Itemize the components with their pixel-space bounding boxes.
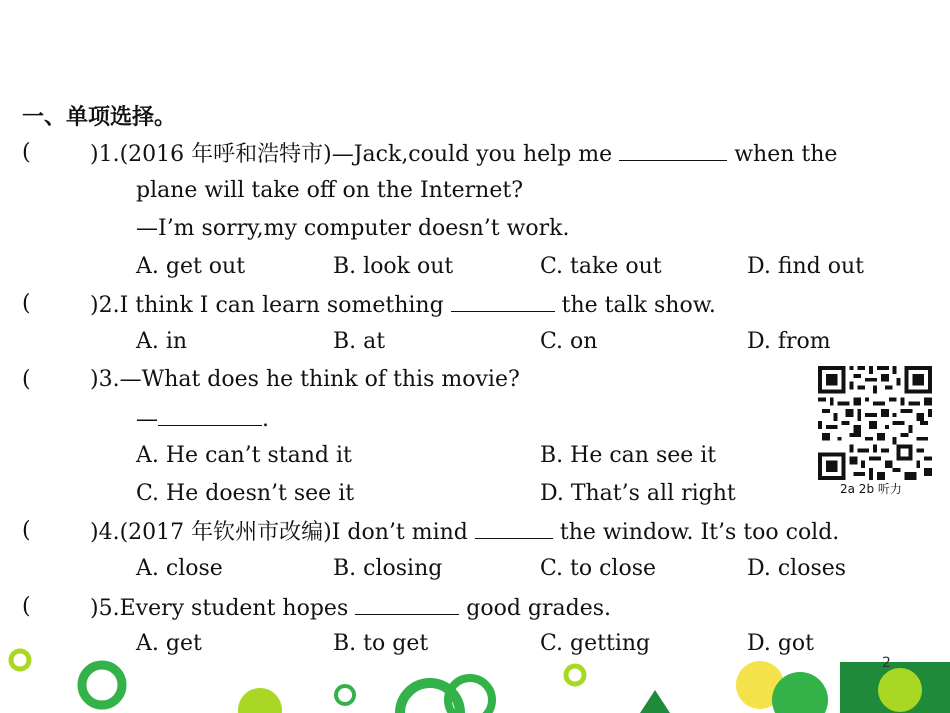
q3-blank xyxy=(158,405,262,426)
q1-number: )1. xyxy=(90,142,120,167)
q3-option-a: A. He can’t stand it xyxy=(136,443,352,468)
question-1 xyxy=(90,140,837,168)
qr-caption: 2a 2b 听力 xyxy=(840,482,902,496)
q1-stem: (2016 年呼和浩特市)—Jack,could you help me xyxy=(119,142,613,167)
q4-option-d: D. closes xyxy=(747,556,847,581)
q1-blank xyxy=(619,140,727,161)
q3-stem: —What does he think of this movie? xyxy=(119,367,520,392)
answer-paren-3: ( xyxy=(22,367,31,392)
question-3 xyxy=(90,367,520,393)
q3-dash: — xyxy=(136,407,158,432)
q4-option-c: C. to close xyxy=(540,556,657,581)
q2-number: )2. xyxy=(90,293,120,318)
q5-stem-end: good grades. xyxy=(466,596,612,621)
q2-stem-end: the talk show. xyxy=(561,293,716,318)
q2-stem: I think I can learn something xyxy=(119,293,444,318)
answer-paren-1: ( xyxy=(22,140,31,165)
q5-stem: Every student hopes xyxy=(119,596,349,621)
q4-option-a: A. close xyxy=(136,556,223,581)
q5-option-b: B. to get xyxy=(333,631,429,656)
q4-stem: (2017 年钦州市改编)I don’t mind xyxy=(119,520,468,545)
q1-line3: —I’m sorry,my computer doesn’t work. xyxy=(136,216,570,241)
q3-option-d: D. That’s all right xyxy=(540,481,736,506)
answer-paren-4: ( xyxy=(22,518,31,543)
q1-option-c: C. take out xyxy=(540,254,662,279)
q2-option-d: D. from xyxy=(747,329,831,354)
q2-option-c: C. on xyxy=(540,329,598,354)
q1-option-a: A. get out xyxy=(136,254,246,279)
q1-option-b: B. look out xyxy=(333,254,454,279)
q3-option-b: B. He can see it xyxy=(540,443,717,468)
q5-option-c: C. getting xyxy=(540,631,651,656)
q3-number: )3. xyxy=(90,367,120,392)
q5-option-d: D. got xyxy=(747,631,815,656)
q4-blank xyxy=(475,518,553,539)
q2-blank xyxy=(451,291,555,312)
q3-answer-line xyxy=(136,405,269,433)
q5-blank xyxy=(355,594,459,615)
answer-paren-2: ( xyxy=(22,291,31,316)
question-5 xyxy=(90,594,611,622)
qr-code-icon[interactable] xyxy=(818,366,932,480)
q1-stem-end: when the xyxy=(734,142,838,167)
q3-period: . xyxy=(262,407,269,432)
q4-option-b: B. closing xyxy=(333,556,443,581)
q2-option-a: A. in xyxy=(136,329,188,354)
q5-number: )5. xyxy=(90,596,120,621)
q3-option-c: C. He doesn’t see it xyxy=(136,481,355,506)
q2-option-b: B. at xyxy=(333,329,386,354)
q4-number: )4. xyxy=(90,520,120,545)
answer-paren-5: ( xyxy=(22,594,31,619)
q4-stem-end: the window. It’s too cold. xyxy=(559,520,840,545)
question-2 xyxy=(90,291,716,319)
section-title: 一、单项选择。 xyxy=(22,105,177,130)
q1-line2: plane will take off on the Internet? xyxy=(136,178,524,203)
q5-option-a: A. get xyxy=(136,631,202,656)
page-number: 2 xyxy=(882,655,891,671)
question-4 xyxy=(90,518,839,546)
q1-option-d: D. find out xyxy=(747,254,865,279)
